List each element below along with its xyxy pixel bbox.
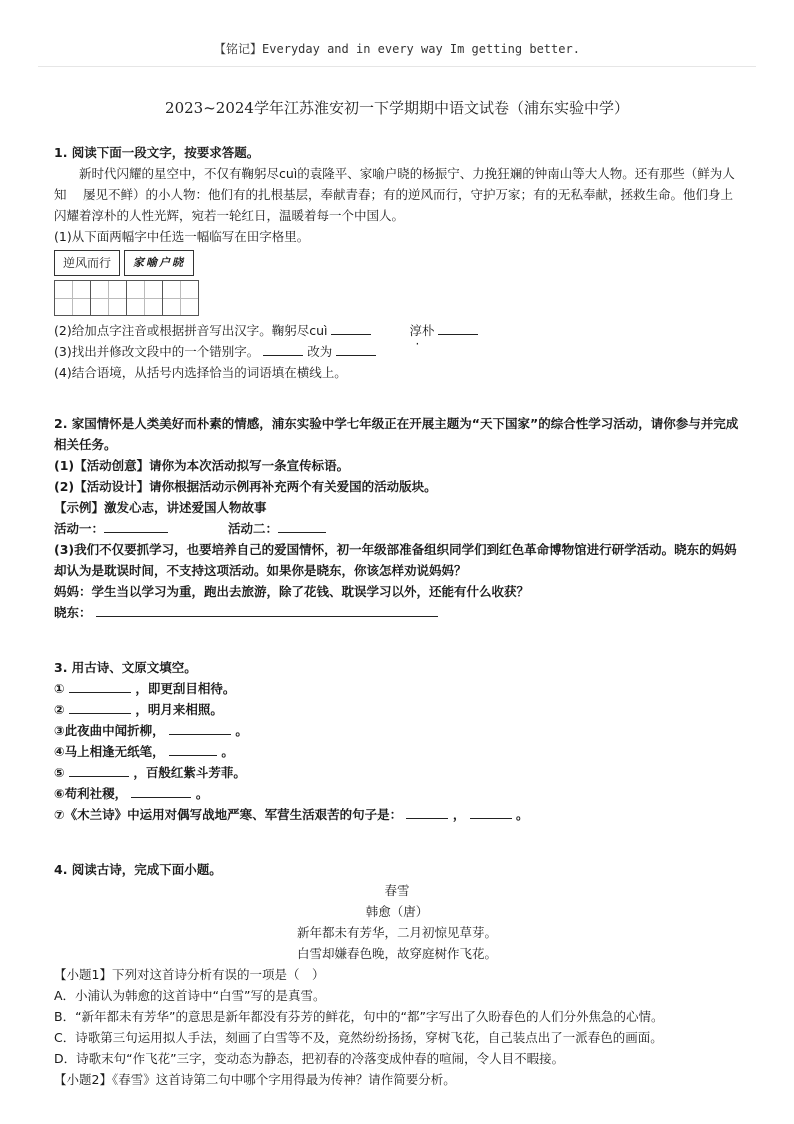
header-divider: [38, 66, 756, 67]
q3-line-1: [54, 678, 740, 699]
answer-blank[interactable]: [169, 720, 231, 735]
q1-sub2: [54, 320, 740, 341]
poem-line-2: 白雪却嫌春色晚，故穿庭树作飞花。: [296, 946, 497, 961]
q2-sub3: (3)我们不仅要抓学习，也要培养自己的爱国情怀，初一年级部准备组织同学们到红色革命博物馆进行研学活动。晓东的妈妈却认为是耽误时间，不支持这项活动。如果你是晓东，你该怎样劝说妈妈？: [54, 542, 737, 578]
q3-line-3: [54, 720, 740, 741]
q3-line-6: [54, 783, 740, 804]
q1-sub3: [54, 341, 740, 362]
q3-l7-mid: ，: [452, 807, 466, 822]
q3-l6-pre: ⑥苟利社稷，: [54, 786, 128, 801]
q1-sub2-text: (2)给加点字注音或根据拼音写出汉字。鞠躬尽cuì: [54, 323, 328, 338]
q3-heading: 3. 用古诗、文原文填空。: [54, 660, 197, 675]
calligraphy-samples: [54, 250, 740, 276]
question-2: [54, 413, 740, 623]
q3-l7-pre: ⑦《木兰诗》中运用对偶写战地严寒、军营生活艰苦的句子是：: [54, 807, 403, 822]
tianzige-cell[interactable]: [162, 280, 199, 316]
answer-blank[interactable]: [406, 804, 448, 819]
answer-blank[interactable]: [96, 602, 438, 617]
q3-l7-post: 。: [516, 807, 529, 822]
q3-l3-post: 。: [235, 723, 248, 738]
q3-line-5: [54, 762, 740, 783]
answer-blank[interactable]: [263, 341, 303, 356]
q3-l4-post: 。: [221, 744, 234, 759]
answer-blank[interactable]: [69, 678, 131, 693]
option-b[interactable]: B．“新年都未有芳华”的意思是新年都没有芬芳的鲜花，句中的“都”字写出了久盼春色的人们分外焦急的心情。: [54, 1009, 664, 1024]
answer-blank[interactable]: [104, 518, 168, 533]
poem-line-1: 新年都未有芳华，二月初惊见草芽。: [296, 925, 497, 940]
answer-blank[interactable]: [336, 341, 376, 356]
q1-sub2-word: 淳朴: [409, 323, 435, 338]
q3-l2-post: ，明月来相照。: [135, 702, 223, 717]
q3-l2-pre: ②: [54, 702, 65, 717]
calligraphy-card-1: 逆风而行: [54, 250, 120, 276]
q2-activity-2-label: 活动二：: [228, 521, 279, 536]
q3-l1-pre: ①: [54, 681, 65, 696]
q1-passage: 新时代闪耀的星空中，不仅有鞠躬尽cuì的袁隆平、家喻户晓的杨振宁、力挽狂斓的钟南山等大人物。还有那些（鲜为人知 屡见不鲜）的小人物：他们有的扎根基层，奉献青春；有的逆风而行，守护万家；有的无私奉献，拯救生命。他们身上闪耀着淳朴的人性光辉，宛若一轮红日，温暖着每一个中国人。: [54, 166, 735, 223]
q1-sub1: (1)从下面两幅字中任选一幅临写在田字格里。: [54, 229, 310, 244]
q3-line-2: [54, 699, 740, 720]
q3-l1-post: ，即更刮目相待。: [135, 681, 236, 696]
q3-l4-pre: ④马上相逢无纸笔，: [54, 744, 165, 759]
q1-heading: 1. 阅读下面一段文字，按要求答题。: [54, 145, 260, 160]
tianzige-grid[interactable]: [54, 280, 740, 316]
question-4: [54, 859, 740, 1090]
q3-l3-pre: ③此夜曲中闻折柳，: [54, 723, 165, 738]
answer-blank[interactable]: [131, 783, 191, 798]
tianzige-cell[interactable]: [54, 280, 91, 316]
q2-mom: 妈妈：学生当以学习为重，跑出去旅游，除了花钱、耽误学习以外，还能有什么收获？: [54, 584, 530, 599]
q2-example: 【示例】激发心志，讲述爱国人物故事: [54, 500, 267, 515]
q3-l5-pre: ⑤: [54, 765, 65, 780]
question-3: [54, 657, 740, 825]
answer-blank[interactable]: [331, 320, 371, 335]
q2-activity-1-label: 活动一：: [54, 521, 105, 536]
answer-blank[interactable]: [69, 699, 131, 714]
exam-content: [54, 142, 740, 1090]
q2-xiaodong: [54, 602, 740, 623]
option-c[interactable]: C．诗歌第三句运用拟人手法，刻画了白雪等不及，竟然纷纷扬扬，穿树飞花，自己装点出了一派春色的画面。: [54, 1030, 663, 1045]
q2-sub1: (1)【活动创意】请你为本次活动拟写一条宣传标语。: [54, 458, 350, 473]
q4-subquestion-1: 【小题1】下列对这首诗分析有误的一项是（ ）: [54, 967, 325, 982]
poem-title: 春雪: [384, 883, 410, 898]
calligraphy-card-2: 家喻户晓: [124, 250, 194, 276]
q2-sub2: (2)【活动设计】请你根据活动示例再补充两个有关爱国的活动版块。: [54, 479, 437, 494]
q2-activities: [54, 518, 740, 539]
q1-sub3-text: (3)找出并修改文段中的一个错别字。: [54, 344, 260, 359]
q1-sub3-mid: 改为: [307, 344, 333, 359]
q4-subquestion-2: 【小题2】《春雪》这首诗第二句中哪个字用得最为传神？请作简要分析。: [54, 1072, 456, 1087]
answer-blank[interactable]: [470, 804, 512, 819]
q3-line-4: [54, 741, 740, 762]
q3-l6-post: 。: [195, 786, 209, 801]
q2-heading: 2. 家国情怀是人类美好而朴素的情感，浦东实验中学七年级正在开展主题为“天下国家”的综合性学习活动，请你参与并完成相关任务。: [54, 416, 739, 452]
answer-blank[interactable]: [69, 762, 129, 777]
motto-header: 【铭记】Everyday and in every way Im getting better.: [214, 42, 580, 56]
answer-blank[interactable]: [169, 741, 217, 756]
answer-blank[interactable]: [278, 518, 326, 533]
tianzige-cell[interactable]: [90, 280, 127, 316]
page-title: 2023~2024学年江苏淮安初一下学期期中语文试卷（浦东实验中学）: [165, 99, 629, 117]
q2-xiaodong-label: 晓东：: [54, 605, 92, 620]
question-1: [54, 142, 740, 383]
q3-line-7: [54, 804, 740, 825]
poem-author: 韩愈（唐）: [365, 904, 429, 919]
q3-l5-post: ，百般红紫斗芳菲。: [133, 765, 246, 780]
q1-sub4: (4)结合语境，从括号内选择恰当的词语填在横线上。: [54, 365, 347, 380]
option-a[interactable]: A．小浦认为韩愈的这首诗中“白雪”写的是真雪。: [54, 988, 326, 1003]
q4-heading: 4. 阅读古诗，完成下面小题。: [54, 862, 222, 877]
option-d[interactable]: D．诗歌末句“作飞花”三字，变动态为静态，把初春的冷落变成仲春的喧闹，令人目不暇接。: [54, 1051, 565, 1066]
tianzige-cell[interactable]: [126, 280, 163, 316]
answer-blank[interactable]: [438, 320, 478, 335]
